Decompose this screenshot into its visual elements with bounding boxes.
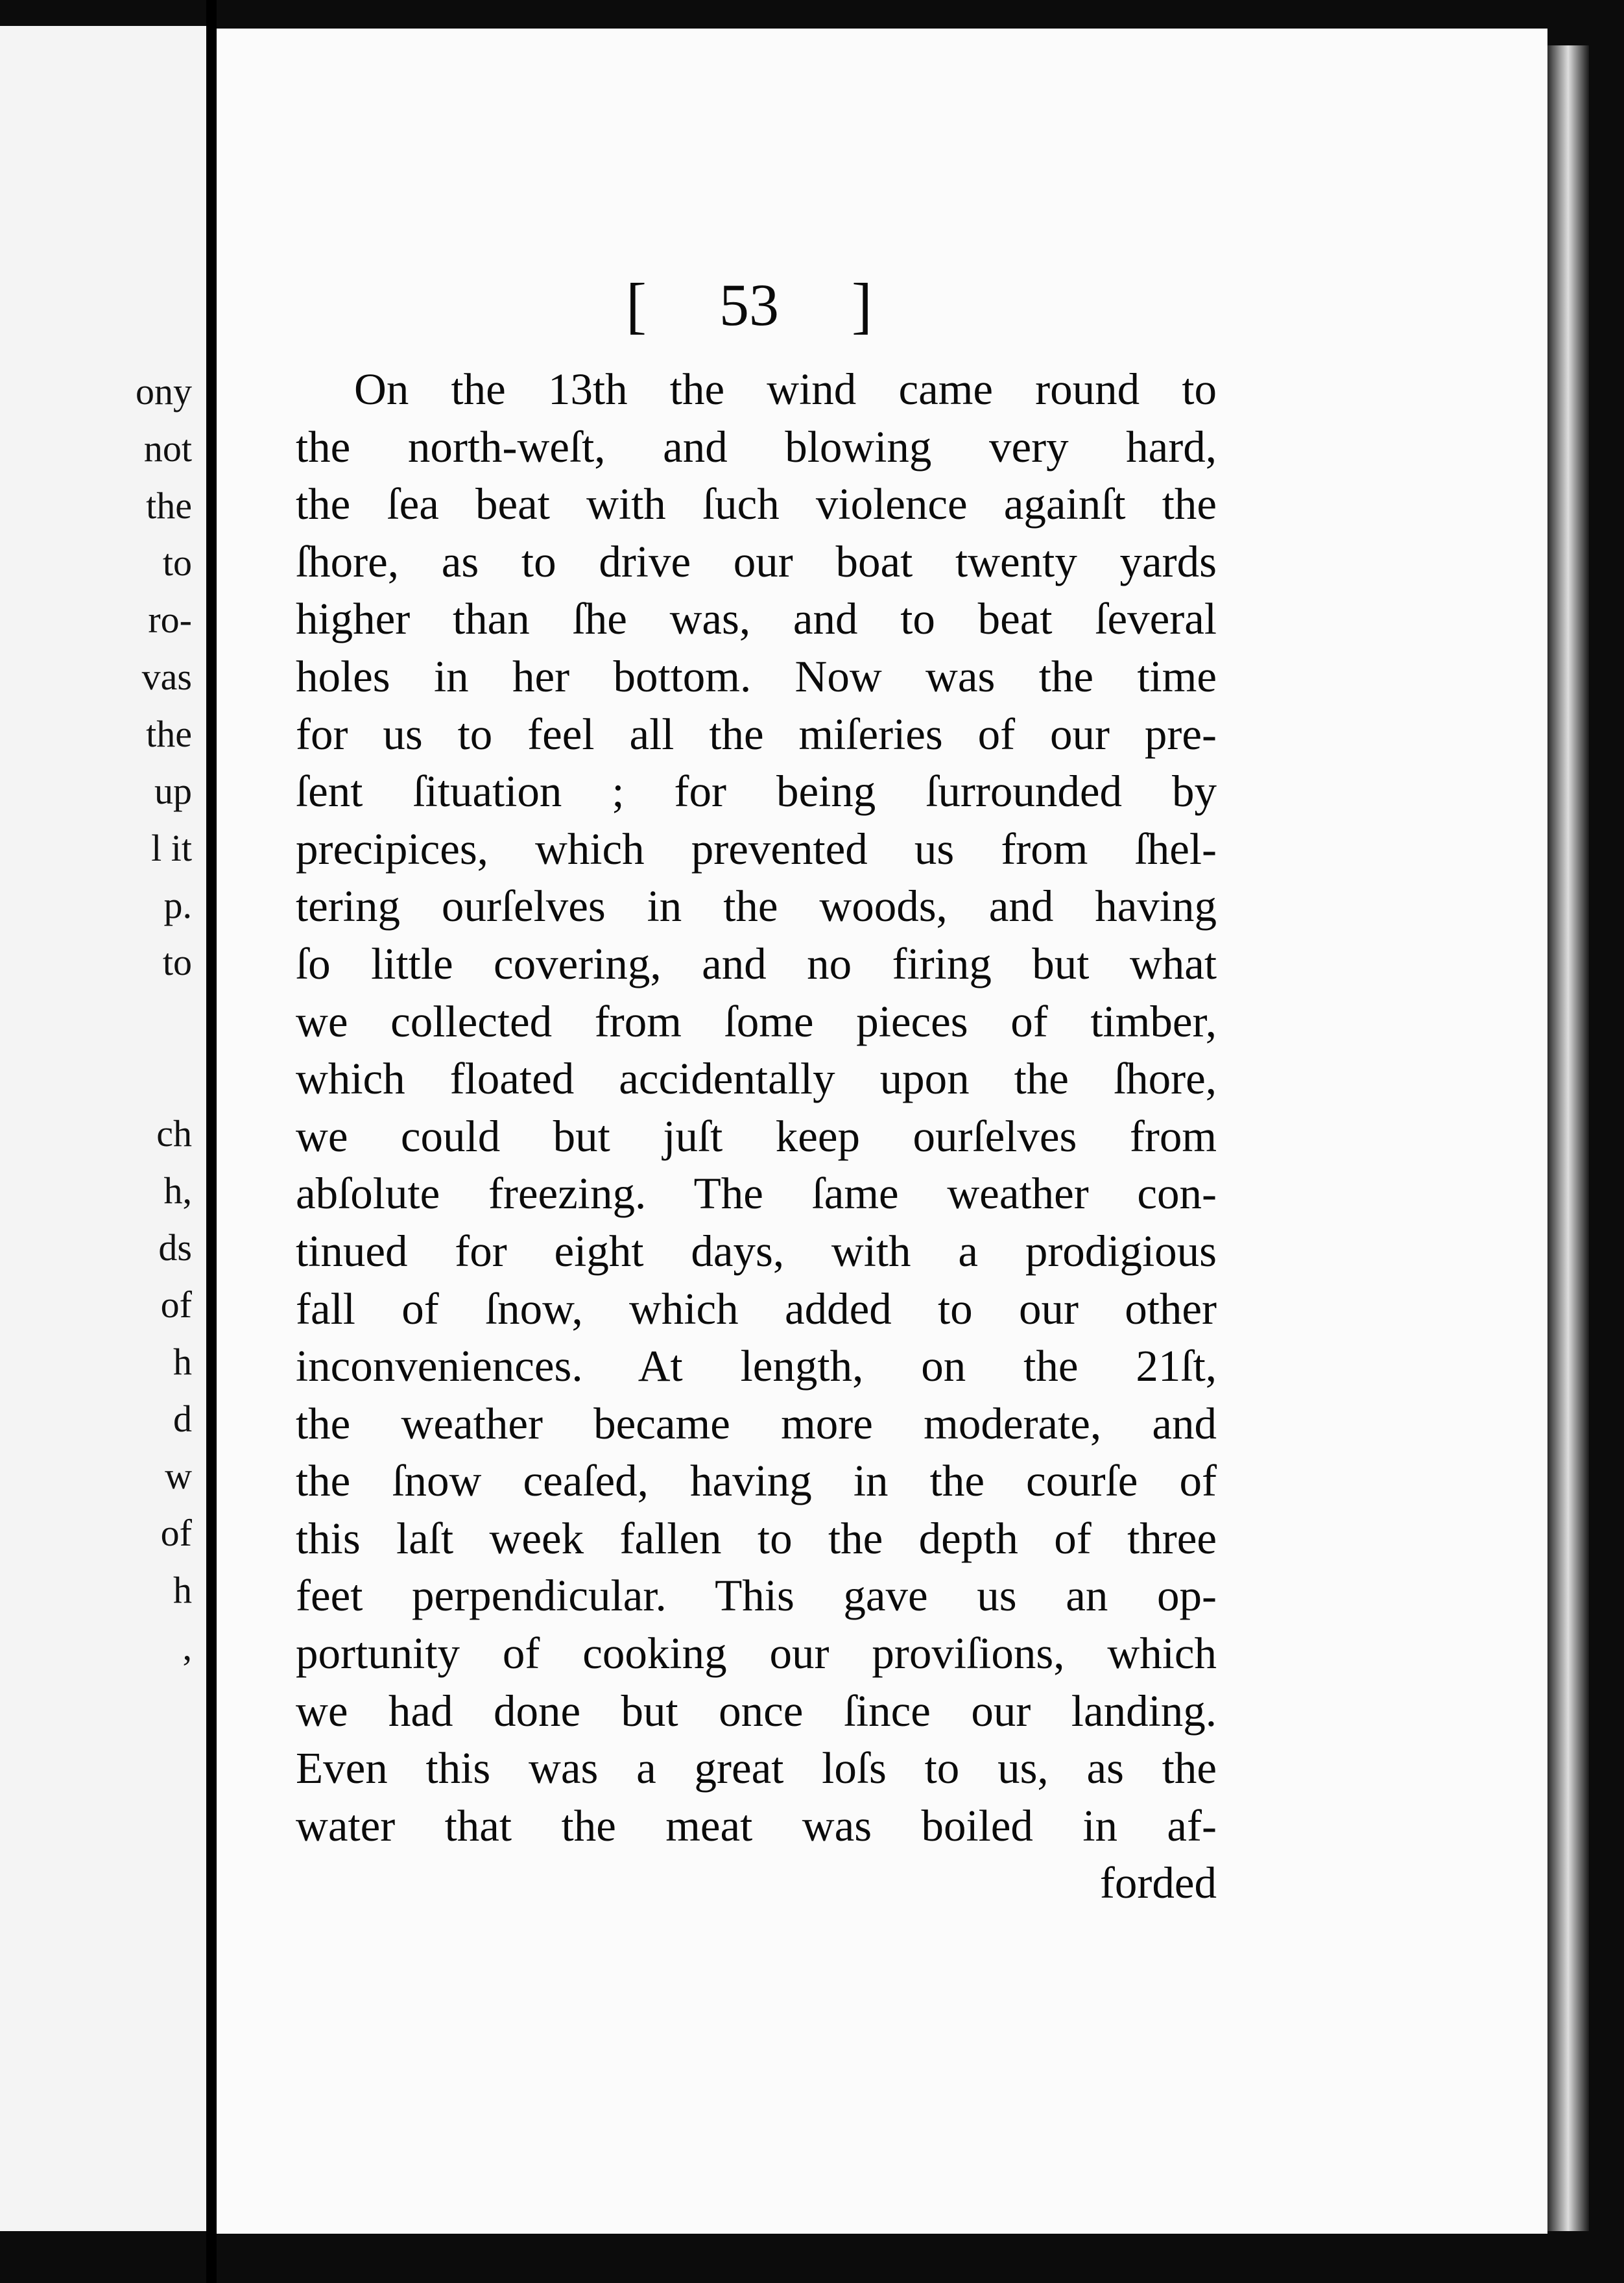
edge-fragment: w [165, 1455, 192, 1497]
edge-fragment: p. [163, 884, 192, 926]
edge-fragment [0, 991, 206, 1048]
edge-fragment: the [146, 484, 192, 527]
page-header [626, 259, 872, 350]
edge-fragment: , [182, 1626, 192, 1668]
text-line: we had done but once ſince our landing. [296, 1686, 1217, 1736]
edge-fragment: ro- [148, 599, 192, 641]
text-line: inconveniences. At length, on the 21ſt, [296, 1341, 1217, 1391]
edge-fragment: vas [141, 656, 192, 698]
edge-fragment: to [162, 941, 192, 983]
edge-fragment: h, [163, 1169, 192, 1212]
text-line: the ſea beat with ſuch violence againſt the [296, 479, 1217, 529]
edge-fragment: h [173, 1569, 192, 1611]
bracket-close: ] [852, 270, 872, 340]
left-page-fragment [0, 26, 213, 2231]
text-line: water that the meat was boiled in af- [296, 1800, 1217, 1850]
page-edge-stack [1547, 45, 1589, 2231]
text-line: we could but juſt keep ourſelves from [296, 1111, 1217, 1161]
text-line: higher than ſhe was, and to beat ſeveral [296, 594, 1217, 644]
edge-fragment [0, 1048, 206, 1105]
text-line: the north-weſt, and blowing very hard, [296, 422, 1217, 472]
edge-fragment: l it [151, 827, 192, 869]
text-line: On the 13th the wind came round to [354, 365, 1217, 414]
text-line: tering ourſelves in the woods, and having [296, 881, 1217, 931]
edge-fragment [0, 1733, 206, 1790]
page-number: 53 [719, 272, 779, 338]
text-line: abſolute freezing. The ſame weather con- [296, 1169, 1217, 1219]
text-line: ſhore, as to drive our boat twenty yards [296, 536, 1217, 586]
book-gutter [206, 0, 217, 2283]
edge-fragment: to [162, 542, 192, 584]
edge-fragment: of [160, 1284, 192, 1326]
text-line: we collected from ſome pieces of timber, [296, 996, 1217, 1046]
body-text [296, 361, 1217, 1912]
text-line: this laſt week fallen to the depth of three [296, 1513, 1217, 1563]
text-line: precipices, which prevented us from ſhel- [296, 824, 1217, 874]
text-line: which floated accidentally upon the ſhore, [296, 1054, 1217, 1104]
edge-fragment: ch [156, 1112, 192, 1154]
edge-fragment: up [154, 770, 192, 812]
edge-fragment: d [173, 1398, 192, 1440]
text-line: the weather became more moderate, and [296, 1398, 1217, 1448]
edge-fragment: h [173, 1341, 192, 1383]
bracket-open: [ [626, 270, 647, 340]
text-line: ſo little covering, and no firing but what [296, 938, 1217, 988]
text-line: Even this was a great loſs to us, as the [296, 1743, 1217, 1793]
edge-fragment: of [160, 1512, 192, 1554]
text-line: for us to feel all the miſeries of our pre- [296, 709, 1217, 759]
edge-fragment [0, 1676, 206, 1733]
edge-fragment: the [146, 713, 192, 755]
left-page-text-edge [0, 363, 206, 1847]
text-line: feet perpendicular. This gave us an op- [296, 1571, 1217, 1621]
text-line: the ſnow ceaſed, having in the courſe of [296, 1456, 1217, 1506]
text-line: holes in her bottom. Now was the time [296, 651, 1217, 701]
edge-fragment: not [143, 427, 192, 470]
edge-fragment [0, 1790, 206, 1847]
text-line: ſent ſituation ; for being ſurrounded by [296, 767, 1217, 817]
text-line: fall of ſnow, which added to our other [296, 1284, 1217, 1333]
edge-fragment: ds [158, 1226, 192, 1269]
edge-fragment: ony [136, 370, 192, 412]
catchword: forded [1099, 1858, 1217, 1908]
text-line: portunity of cooking our proviſions, which [296, 1629, 1217, 1679]
text-line: tinued for eight days, with a prodigious [296, 1226, 1217, 1276]
